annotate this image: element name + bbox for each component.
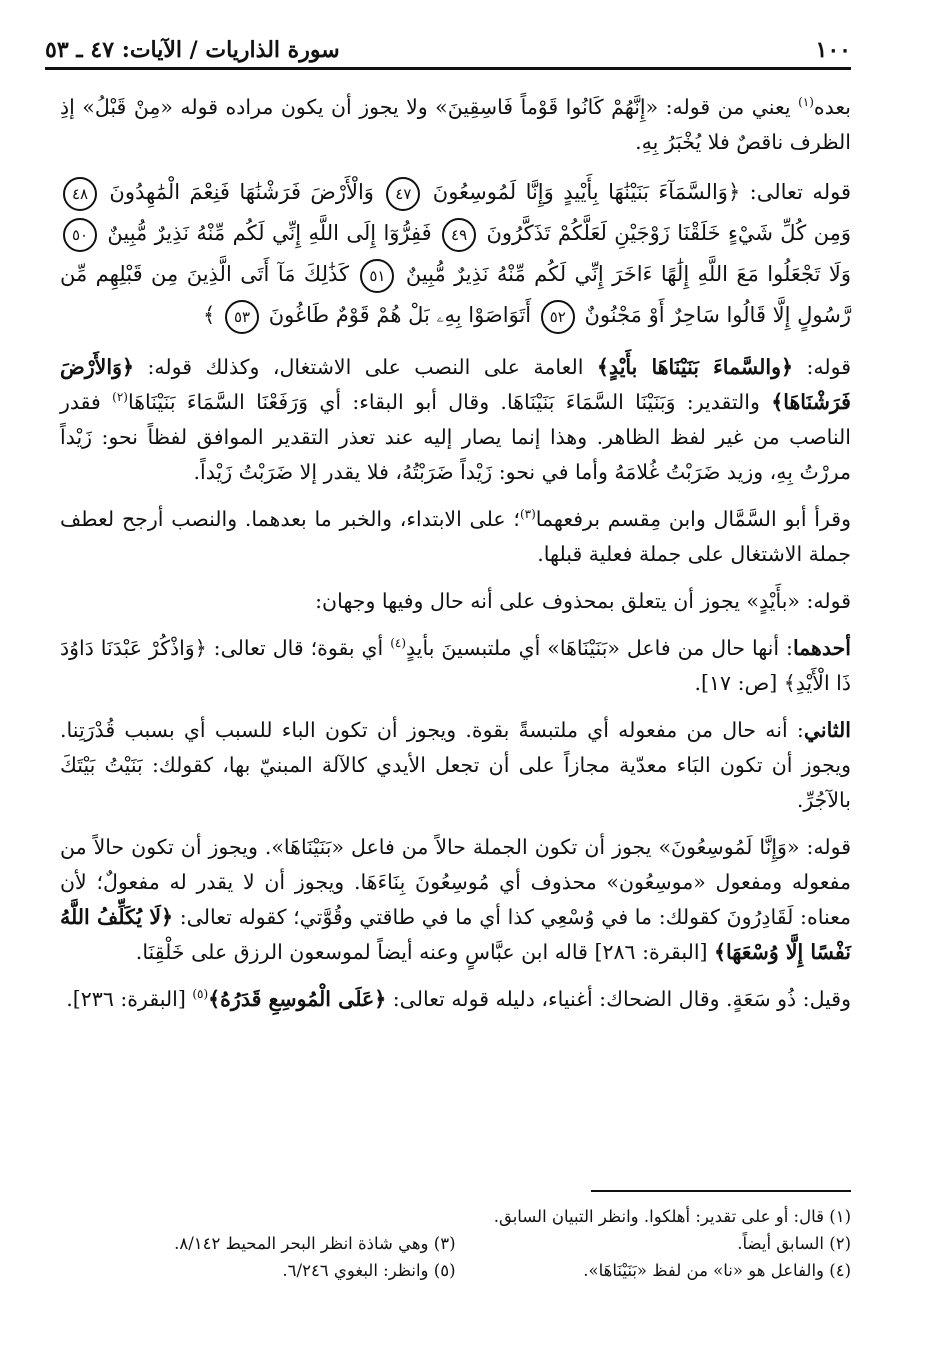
text-span: يعني من قوله: «إِنَّهُمْ كَانُوا قَوْماً فَاسِقِينَ» ولا يجوز أن يكون مراده قوله «مِنْ قَبْلُ» إذِ الظرف ناقصٌ فلا يُخْبَرُ بِهِ. xyxy=(60,95,851,154)
footnote-ref-5: (٥) xyxy=(192,987,209,1002)
paragraph-8 xyxy=(60,830,851,970)
quote-bold: ﴿والسَّماءَ بَنَيْنَاهَا بأَيْدٍ﴾ xyxy=(596,355,793,379)
quran-quote: ﴿عَلَى الْمُوسِعِ قَدَرُهُ﴾ xyxy=(208,987,387,1011)
ayah-number-53: ٥٣ xyxy=(225,300,259,334)
ayah-number-52: ٥٢ xyxy=(541,300,575,334)
paragraph-7 xyxy=(60,713,851,818)
footnote-ref-1: (١) xyxy=(798,95,814,110)
paragraph-4 xyxy=(60,502,851,572)
page-header xyxy=(45,30,851,70)
paragraph-9 xyxy=(60,982,851,1017)
footnote-1: (١) قال: أو على تقدير: أهلكوا. وانظر التبيان السابق. xyxy=(493,1207,851,1226)
footnote-row-3 xyxy=(60,1257,851,1284)
text-span: وقيل: ذُو سَعَةٍ. وقال الضحاك: أغنياء، دليله قوله تعالى: xyxy=(386,987,851,1011)
ayah-number-49: ٤٩ xyxy=(442,218,476,252)
verse-52: كَذَٰلِكَ مَآ أَتَى الَّذِينَ مِن قَبْلِهِم مِّن رَّسُولٍ إِلَّا قَالُوا سَاحِرٌ أَوْ مَجْنُونٌ xyxy=(60,262,851,327)
ayah-number-50: ٥٠ xyxy=(63,218,97,252)
footnote-ref-2: (٢) xyxy=(112,390,128,405)
ayah-number-47: ٤٧ xyxy=(386,177,420,211)
verses-intro: قوله تعالى: xyxy=(740,180,851,204)
verses-close: ﴾ xyxy=(203,303,216,327)
ayah-number-51: ٥١ xyxy=(360,259,394,293)
verse-47: ﴿وَالسَّمَآءَ بَنَيْنَٰهَا بِأَيْيدٍ وَإِنَّا لَمُوسِعُونَ xyxy=(432,180,741,204)
page-number: ١٠٠ xyxy=(815,37,851,63)
footnotes xyxy=(60,1203,851,1284)
paragraph-5: قوله: «بأَيْدٍ» يجوز أن يتعلق بمحذوف على أنه حال وفيها وجهان: xyxy=(315,589,851,613)
text-span: العامة على النصب على الاشتغال، وكذلك قوله: xyxy=(133,355,597,379)
verse-51: وَلَا تَجْعَلُوا مَعَ اللَّهِ إِلَٰهًا ءَاخَرَ إِنِّي لَكُم مِّنْهُ نَذِيرٌ مُّبِينٌ xyxy=(405,262,851,286)
verse-53: أَتَوَاصَوْا بِهِۦ بَلْ هُمْ قَوْمٌ طَاغُونَ xyxy=(268,303,532,327)
ayah-number-48: ٤٨ xyxy=(63,177,97,211)
footnote-row-2 xyxy=(60,1230,851,1257)
quran-quote: ﴿لَا يُكَلِّفُ اللَّهُ نَفْسًا إِلَّا وُسْعَهَا﴾ xyxy=(60,905,851,964)
quran-quote: ﴿وَاذْكُرْ عَبْدَنَا دَاوُدَ ذَا الْأَيْدِ﴾ xyxy=(60,636,851,695)
quote-bold: ﴿وَالأَرْضَ فَرَشْنَاهَا﴾ xyxy=(60,355,851,414)
verse-48: وَالْأَرْضَ فَرَشْنَٰهَا فَنِعْمَ الْمَٰهِدُونَ xyxy=(109,180,374,204)
text-span: [البقرة: ٢٣٦]. xyxy=(66,987,193,1011)
heading-first: أحدهما xyxy=(792,636,851,660)
text-span: وقرأ أبو السَّمَّال وابن مِقسم برفعهما xyxy=(535,507,851,531)
footnote-5: (٥) وانظر: البغوي ٦/٢٤٦. xyxy=(282,1261,456,1280)
main-text xyxy=(60,90,851,1029)
footnote-separator xyxy=(591,1190,851,1192)
text-span: قوله: «وَإِنَّا لَمُوسِعُونَ» يجوز أن تكون الجملة حالاً من فاعل «بَنَيْنَاهَا». ويجوز أن تكون حالاً من مفعوله ومفعول «موسِعُون» محذوف أي مُوسِعُونَ بِنَاءَهَا. ويجوز أن لا يقدر له مفعولٌ؛ لأن معناه: لَقَادِرُونَ كقولك: ما في وُسْعِي كذا أي ما في طاقتي وقُوَّتي؛ كقوله تعالى: xyxy=(60,835,851,929)
footnote-4: (٤) والفاعل هو «نا» من لفظ «بَنَيْنَاهَا». xyxy=(583,1261,851,1280)
header-rule xyxy=(45,67,851,70)
surah-title: سورة الذاريات / الآيات: ٤٧ ـ ٥٣ xyxy=(45,37,340,63)
text-span: [البقرة: ٢٨٦] قاله ابن عبَّاسٍ وعنه أيضاً لموسعون الرزق على خَلْقِنَا. xyxy=(135,940,715,964)
footnote-ref-4: (٤) xyxy=(390,636,407,651)
verse-49: وَمِن كُلِّ شَيْءٍ خَلَقْنَا زَوْجَيْنِ لَعَلَّكُمْ تَذَكَّرُونَ xyxy=(486,221,851,245)
paragraph-3 xyxy=(60,350,851,490)
paragraph-1 xyxy=(60,90,851,160)
footnote-row-1 xyxy=(60,1203,851,1230)
text-span: : أنه حال من مفعوله أي ملتبسةً بقوة. ويجوز أن تكون الباء للسبب أي بسبب قُدْرَتِنا. ويجوز أن تكون البَاء معدّية مجازاً على أن تجعل الأيدي كالآلة المبنيّ بها، كقولك: بَنَيْتُ بَيْتَكَ بالآجُرِّ. xyxy=(60,718,851,812)
text-span: فقدر الناصب من غير لفظ الظاهر. وهذا إنما يصار إليه عند تعذر التقدير الموافق لفظاً نحو: زَيْداً مررْتُ بِهِ، وزيد ضَرَبْتُ غُلامَهُ وأما في نحو: زَيْداً ضَرَبْتُهُ، فلا يقدر إلا ضَرَبْتُ زَيْداً. xyxy=(60,390,851,484)
text-span: أي بقوة؛ قال تعالى: xyxy=(206,636,391,660)
text-span: قوله: xyxy=(792,355,851,379)
text-span: : أنها حال من فاعل «بَنَيْنَاهَا» أي ملتبسينَ بأيدٍ xyxy=(406,636,793,660)
text-span: والتقدير: وَبَنَيْنَا السَّمَاءَ بَنَيْنَاهَا. وقال أبو البقاء: أي وَرَفَعْنَا السَّمَاءَ بَنَيْنَاهَا xyxy=(127,390,772,414)
text-span: بعده xyxy=(813,95,851,119)
paragraph-6 xyxy=(60,631,851,701)
text-span: ؛ على الابتداء، والخبر ما بعدهما. والنصب أرجح لعطف جملة الاشتغال على جملة فعلية قبلها. xyxy=(60,507,851,566)
footnote-ref-3: (٣) xyxy=(519,507,536,522)
heading-second: الثاني xyxy=(803,718,851,742)
quran-verses xyxy=(60,172,851,336)
footnote-2: (٢) السابق أيضاً. xyxy=(737,1234,851,1253)
verse-50: فَفِرُّوٓا إِلَى اللَّهِ إِنِّي لَكُم مِّنْهُ نَذِيرٌ مُّبِينٌ xyxy=(107,221,432,245)
footnote-3: (٣) وهي شاذة انظر البحر المحيط ٨/١٤٢. xyxy=(174,1234,456,1253)
text-span: [ص: ١٧]. xyxy=(694,671,784,695)
